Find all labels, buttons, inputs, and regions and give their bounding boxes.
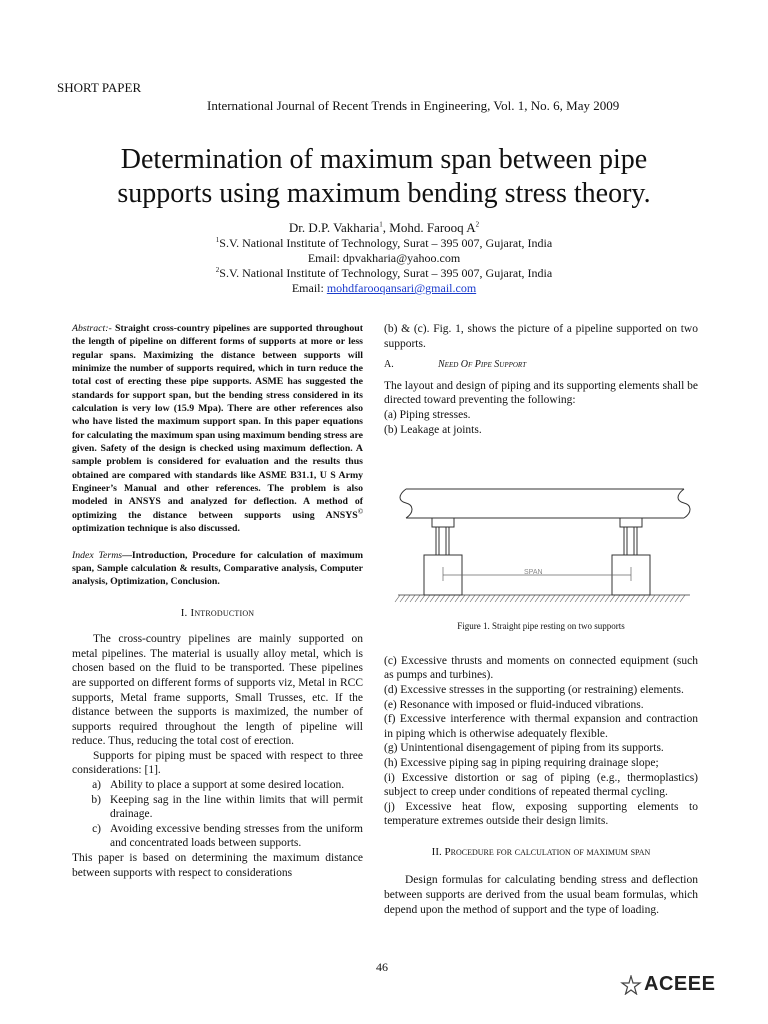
- list-item: [72, 822, 363, 851]
- list-item: (h) Excessive piping sag in piping requiring drainage slope;: [384, 756, 659, 769]
- author-names: [134, 219, 634, 236]
- left-column: [72, 322, 363, 880]
- list-item: [72, 778, 363, 793]
- index-terms-text: —Introduction, Procedure for calculation of maximum span, Sample calculation & results, Comparative analysis, Computer analysis, Optimization, Conclusion.: [72, 549, 363, 588]
- list-text: Avoiding excessive bending stresses from the uniform and concentrated loads between supports.: [110, 822, 363, 850]
- list-item: (i) Excessive distortion or sag of piping (e.g., thermoplastics) subject to creep under conditions of repeated thermal cycling.: [384, 771, 698, 799]
- list-text: Keeping sag in the line within limits that will permit drainage.: [110, 793, 363, 821]
- abstract-text: Straight cross-country pipelines are supported throughout the length of pipeline on different forms of supports at more or less regular spans. Maximizing the distance between supports will minimize the number of supports required, which in turn reduce the total cost of erecting these pipe supports. ASME has suggested the standards for support span, but the bending stress considered in its calculation is very low (15.9 Mpa). There are other references also who have listed the maximum support span. In this paper equations for calculating the maximum span using maximum bending stress are given. Safety of the design is checked using maximum deflection. A sample problem is considered for evaluation and the results thus obtained are compared with standards like ASME B31.1, U S Army Engineer’s Manual and other references. The problem is also modeled in ANSYS and analyzed for deflection. A method of optimizing the distance between supports using ANSYS: [72, 323, 363, 521]
- page-number: 46: [376, 960, 388, 974]
- title-line-2: supports using maximum bending stress theory.: [117, 178, 651, 209]
- affiliation-1: [134, 236, 634, 251]
- logo-text: ACEEE: [644, 973, 716, 995]
- ground-hatching: [395, 595, 685, 602]
- journal-header: International Journal of Recent Trends in Engineering, Vol. 1, No. 6, May 2009: [207, 98, 620, 113]
- author-2-sup: 2: [475, 220, 480, 229]
- section-2-heading: II. Procedure for calculation of maximum span: [431, 845, 651, 858]
- list-marker: b): [91, 793, 101, 806]
- subsection-a-heading: [384, 358, 698, 373]
- list-item: (e) Resonance with imposed or fluid-induced vibrations.: [384, 698, 644, 711]
- list-marker: c): [92, 822, 101, 835]
- list-text: Ability to place a support at some desired location.: [110, 779, 345, 792]
- index-terms: [72, 549, 363, 589]
- abstract: [72, 322, 363, 536]
- abstract-text-end: optimization technique is also discussed.: [72, 523, 240, 535]
- span-label: SPAN: [524, 569, 543, 577]
- paper-title: [40, 143, 728, 211]
- author-separator: ,: [382, 220, 390, 235]
- email-1: Email: dpvakharia@yahoo.com: [307, 251, 461, 265]
- subsection-title: Need Of Pipe Support: [438, 359, 527, 371]
- email-2-link[interactable]: mohdfarooqansari@gmail.com: [326, 281, 477, 295]
- list-item: (c) Excessive thrusts and moments on connected equipment (such as pumps and turbines).: [384, 654, 698, 682]
- intro-paragraph-3: This paper is based on determining the maximum distance between supports with respect to considerations: [72, 852, 363, 879]
- aff-2-sup: 2: [215, 266, 220, 274]
- section-2-paragraph: Design formulas for calculating bending stress and deflection between supports are derived from the usual beam formulas, which depend upon the method of support and the type of loading.: [384, 874, 698, 916]
- author-1: Dr. D.P. Vakharia: [288, 220, 380, 235]
- author-1-sup: 1: [379, 220, 383, 229]
- title-line-1: Determination of maximum span between pipe: [120, 144, 648, 175]
- left-support: [424, 518, 462, 595]
- list-item: (d) Excessive stresses in the supporting (or restraining) elements.: [384, 683, 684, 696]
- need-text: The layout and design of piping and its supporting elements shall be directed toward preventing the following:: [384, 379, 698, 407]
- author-block: [134, 219, 634, 296]
- short-paper-label: SHORT PAPER: [57, 80, 142, 95]
- affiliation-2: [134, 266, 634, 281]
- subsection-letter: A.: [384, 359, 394, 371]
- right-column: [384, 322, 698, 917]
- continued-text: (b) & (c). Fig. 1, shows the picture of a pipeline supported on two supports.: [384, 323, 698, 350]
- copyright-sup: ©: [357, 507, 363, 516]
- list-item: (f) Excessive interference with thermal expansion and contraction in piping which is otherwise adequately flexible.: [384, 713, 698, 740]
- aceee-logo: [620, 973, 715, 996]
- list-item: [72, 793, 363, 822]
- aff-1-sup: 1: [215, 236, 220, 244]
- index-terms-label: Index Terms: [72, 549, 123, 561]
- email-2-label: Email:: [291, 281, 327, 295]
- need-item-a: (a) Piping stresses.: [384, 408, 471, 421]
- list-item: (j) Excessive heat flow, exposing supporting elements to temperature extremes outside their design limits.: [384, 800, 698, 828]
- figure-1-caption: Figure 1. Straight pipe resting on two supports: [457, 621, 625, 632]
- list-item: (g) Unintentional disengagement of piping from its supports.: [384, 742, 664, 755]
- star-icon: [620, 975, 642, 995]
- figure-1: [384, 447, 698, 617]
- intro-paragraph-2: Supports for piping must be spaced with respect to three considerations: [1].: [72, 749, 363, 777]
- prevention-list: [384, 654, 698, 829]
- list-marker: a): [92, 779, 101, 792]
- aff-1-text: S.V. National Institute of Technology, Surat – 395 007, Gujarat, India: [219, 236, 553, 250]
- need-item-b: (b) Leakage at joints.: [384, 423, 482, 436]
- intro-paragraph-1: The cross-country pipelines are mainly supported on metal pipelines. The material is usually alloy metal, which is chosen based on the fluid to be transported. These pipelines are supported on different forms of supports viz, Metal in RCC supports, Metal frame supports, Small Trusses, etc. If the distance between the supports is maximized, the number of supports required throughout the length of pipeline will reduce. Thus, reducing the total cost of erection.: [72, 633, 363, 748]
- aff-2-text: S.V. National Institute of Technology, Surat – 395 007, Gujarat, India: [219, 266, 553, 280]
- abstract-label: Abstract:-: [72, 323, 112, 334]
- email-2: [134, 281, 634, 296]
- pipe-support-drawing: [384, 447, 698, 617]
- section-1-heading: I. Introduction: [180, 606, 255, 619]
- pipe: [400, 489, 690, 518]
- considerations-list: [72, 778, 363, 851]
- author-2: Mohd. Farooq A: [389, 220, 476, 235]
- right-support: [612, 518, 650, 595]
